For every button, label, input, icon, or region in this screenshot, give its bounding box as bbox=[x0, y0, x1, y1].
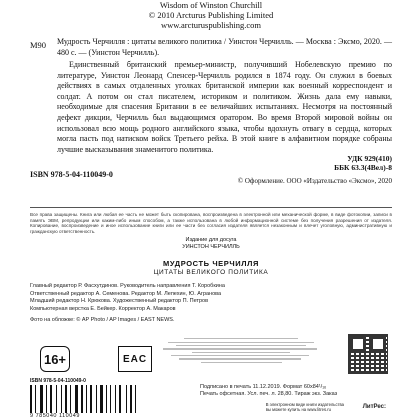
credits-line: Младший редактор Н. Крюкова. Художественный редактор П. Петров bbox=[30, 298, 209, 305]
barcode-bars-icon bbox=[30, 385, 140, 413]
original-site: www.arcturuspublishing.com bbox=[160, 20, 262, 30]
imprint-top bbox=[30, 0, 392, 206]
credits-line: Компьютерная верстка Е. Бейкер. Корректор А. Макаров bbox=[30, 305, 176, 312]
classification-code: М90 bbox=[30, 40, 47, 50]
print-info-line: Подписано в печать 11.12.2019. Формат 60x84¹/₁₆ bbox=[200, 384, 327, 390]
print-info bbox=[200, 384, 337, 398]
edition-type-line: Издание для досуга bbox=[185, 237, 237, 244]
publisher-details bbox=[160, 336, 322, 376]
ebook-note bbox=[266, 402, 344, 412]
original-copyright: © 2010 Arcturus Publishing Limited bbox=[148, 10, 274, 20]
book-subtitle: ЦИТАТЫ ВЕЛИКОГО ПОЛИТИКА bbox=[153, 269, 269, 277]
ebook-note-line: В электронном виде книги издательства bbox=[265, 402, 344, 407]
bibliographic-entry: Мудрость Черчилля : цитаты великого политика / Уинстон Черчилль. — Москва : Эксмо, 2020. — 480 с. — (Уинстон Черчилль). bbox=[57, 37, 392, 57]
credits-line: Главный редактор Р. Фасхутдинов. Руководитель направления Т. Коробкина bbox=[30, 283, 225, 290]
design-copyright: © Оформление. ООО «Издательство «Эксмо», 2020 bbox=[237, 177, 392, 185]
eac-mark: EAC bbox=[118, 346, 152, 372]
original-edition-block bbox=[30, 0, 392, 30]
credits-line: Ответственный редактор А. Семенова. Редактор М. Лепехин, Ю. Агранова bbox=[30, 290, 222, 297]
isbn-top: ISBN 978-5-04-110049-0 bbox=[30, 170, 113, 179]
annotation-paragraph: Единственный британский премьер-министр, получивший Нобелевскую премию по литературе, Уинстон Леонард Спенсер-Черчилль родился в 1874 году. Он служил в боевых действиях в самых отдаленных уголках британской империи как военный корреспондент и солдат. А потом он стал писателем, историком и политиком. Жизнь дала ему навыки, необходимые для спасения Британии в ее величайших испытаниях. Несмотря на постоянный дефект дикции, Черчилль был выдающимся оратором. Во время Второй мировой войны он использовал всю мощь родного английского языка, чтобы вдохнуть отвагу в сердца, которых могла пасть под натиском войск Третьего рейха. В этой книге в алфавитном порядке собраны лучшие высказывания знаменитого политика. bbox=[57, 60, 392, 154]
litres-logo: ЛитРес: bbox=[362, 404, 386, 410]
credits-block bbox=[30, 283, 392, 324]
barcode-isbn: ISBN 978-5-04-110049-0 bbox=[30, 378, 86, 384]
divider-line bbox=[30, 207, 392, 208]
original-title: Wisdom of Winston Churchill bbox=[159, 0, 263, 10]
book-title: МУДРОСТЬ ЧЕРЧИЛЛЯ bbox=[163, 259, 259, 269]
bbk-code: ББК 63.3(4Вел)-8 bbox=[334, 163, 392, 172]
rights-notice: Все права защищены. Книга или любая ее часть не может быть скопирована, воспроизведена в электронной или механической форме, в виде фотокопии, записи в память ЭВМ, репродукции или каким-либо иным способом, а также использована в любой информационной системе без получения разрешения от издателя. Копирование, воспроизведение и иное использование книги или ее части без согласия издателя является незаконным и влечет уголовную, административную и гражданскую ответственность. bbox=[30, 212, 392, 234]
imprint-bottom bbox=[30, 212, 392, 420]
photo-credit: Фото на обложке: © AP Photo / AP Images / EAST NEWS. bbox=[30, 317, 175, 323]
ebook-note-line: вы можете купить на www.litres.ru bbox=[265, 407, 331, 413]
author-line: УИНСТОН ЧЕРЧИЛЛЬ bbox=[182, 244, 240, 251]
udk-code: УДК 929(410) bbox=[347, 154, 392, 163]
qr-code-icon bbox=[348, 334, 388, 374]
udk-bbk-block bbox=[334, 154, 392, 172]
barcode-number: 9 785040 110049 bbox=[30, 413, 80, 419]
barcode bbox=[30, 378, 140, 420]
edition-type bbox=[30, 237, 392, 251]
age-rating-mark: 16+ bbox=[40, 346, 70, 372]
print-info-line: Печать офсетная. Усл. печ. л. 28,80. Тираж экз. Заказ bbox=[200, 391, 338, 397]
